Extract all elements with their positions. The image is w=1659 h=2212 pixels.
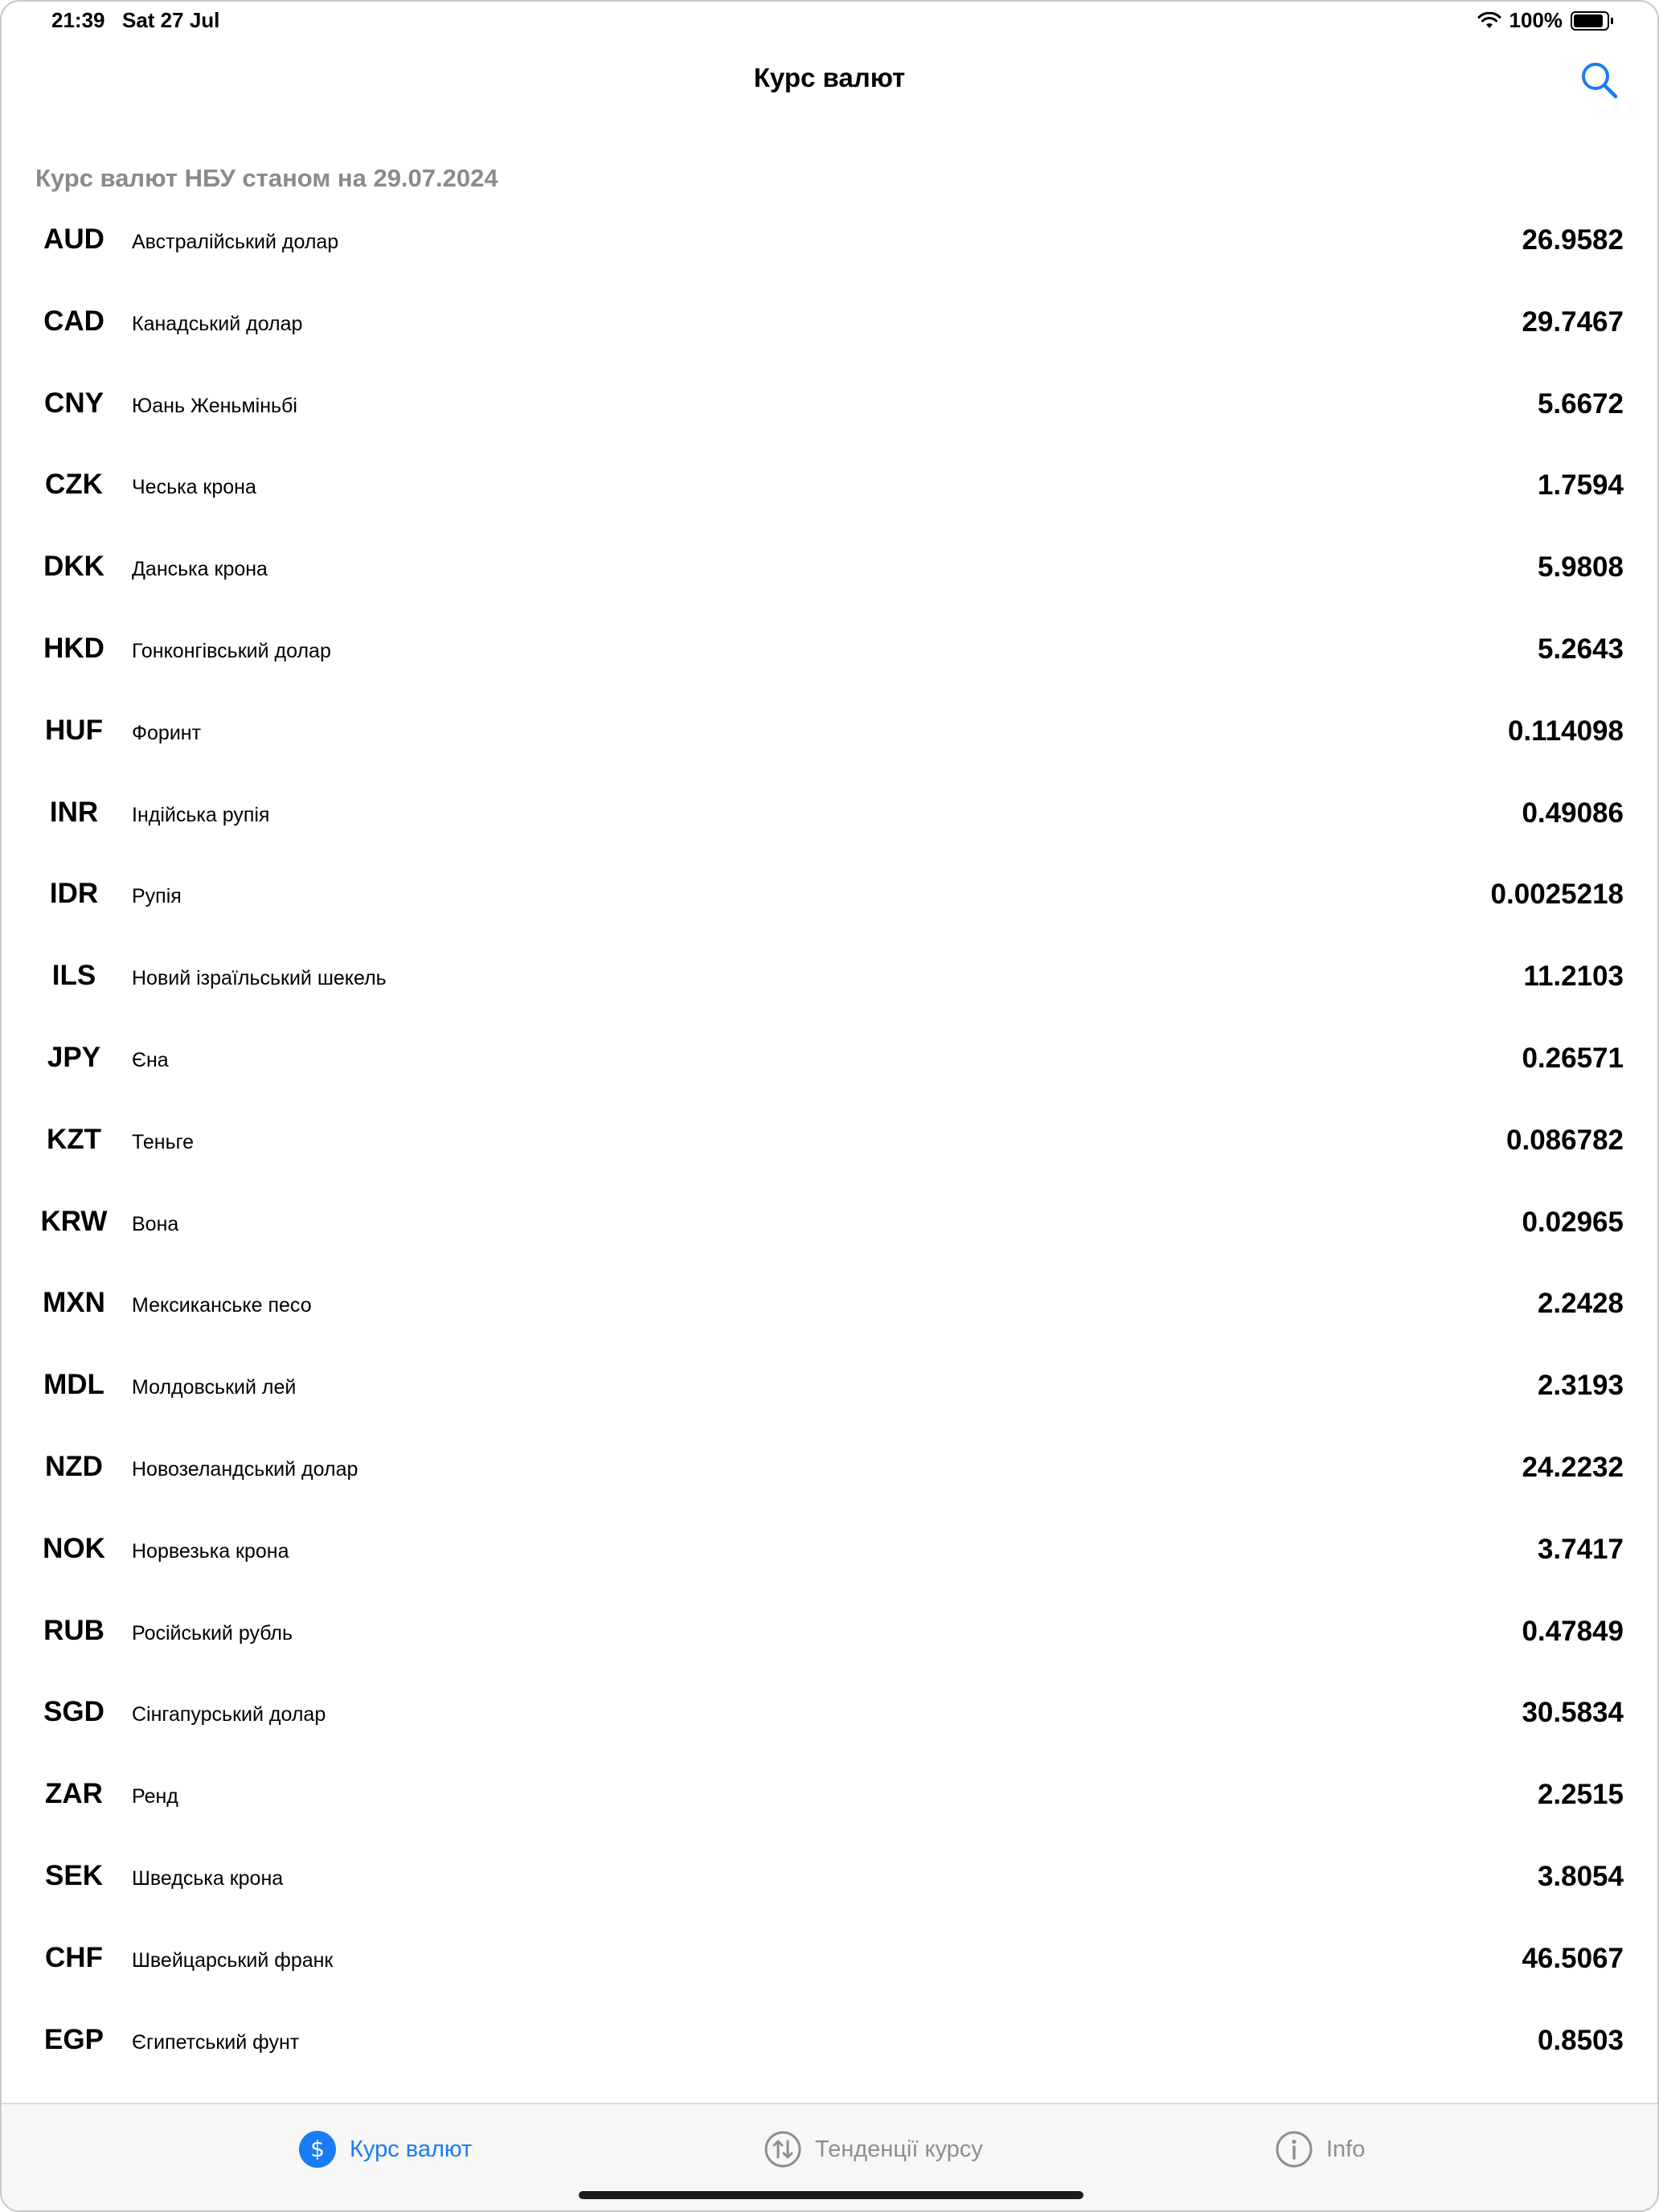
currency-name: Канадський долар	[132, 312, 303, 335]
currency-rate: 5.9808	[1537, 551, 1624, 584]
currency-name: Норвезька крона	[132, 1539, 289, 1563]
status-indicators	[1477, 8, 1610, 33]
currency-rate: 0.8503	[1537, 2024, 1624, 2056]
currency-code: KZT	[46, 1123, 102, 1155]
currency-code: EGP	[44, 2023, 104, 2055]
arrows-up-down-circle-icon	[764, 2130, 802, 2169]
currency-name: Австралійський долар	[132, 231, 339, 253]
currency-row[interactable]	[2, 1185, 1657, 1267]
section-header: Курс валют НБУ станом на 29.07.2024	[35, 164, 498, 192]
currency-row[interactable]	[2, 367, 1657, 449]
dollar-circle-icon	[298, 2130, 337, 2169]
currency-rate: 5.2643	[1537, 633, 1624, 665]
currency-row[interactable]	[2, 612, 1657, 694]
currency-code: KRW	[40, 1205, 108, 1237]
currency-name: Шведська крона	[132, 1866, 284, 1890]
currency-name: Юань Женьміньбі	[132, 394, 297, 417]
currency-row[interactable]	[2, 1921, 1657, 2003]
currency-row[interactable]	[2, 1594, 1657, 1676]
currency-rate: 0.47849	[1522, 1615, 1624, 1647]
currency-row[interactable]	[2, 857, 1657, 939]
currency-name: Вона	[132, 1212, 179, 1235]
currency-code: NZD	[45, 1450, 103, 1482]
currency-row[interactable]	[2, 694, 1657, 776]
currency-name: Ренд	[132, 1785, 178, 1809]
currency-row[interactable]	[2, 1103, 1657, 1185]
currency-row[interactable]	[2, 1266, 1657, 1348]
tab-rate-trends[interactable]	[764, 2130, 983, 2169]
currency-row[interactable]	[2, 1021, 1657, 1103]
search-button[interactable]	[1579, 59, 1620, 101]
battery-level	[1574, 14, 1603, 27]
currency-name: Швейцарський франк	[132, 1948, 334, 1972]
status-time: 21:39	[51, 8, 105, 32]
currency-rate: 1.7594	[1537, 469, 1624, 502]
currency-rate: 2.2428	[1537, 1288, 1624, 1320]
currency-code: MDL	[43, 1369, 104, 1401]
currency-code: CNY	[44, 387, 104, 419]
currency-row[interactable]	[2, 776, 1657, 858]
currency-rate: 3.7417	[1537, 1533, 1624, 1565]
currency-code: INR	[49, 796, 99, 828]
currency-code: CHF	[45, 1941, 103, 1973]
currency-rate: 0.114098	[1507, 715, 1624, 747]
currency-row[interactable]	[2, 1839, 1657, 1921]
currency-list	[2, 203, 1657, 2084]
currency-code: ZAR	[45, 1778, 103, 1810]
currency-name: Рупія	[132, 885, 182, 908]
currency-code: ILS	[51, 960, 96, 992]
currency-rate: 2.3193	[1537, 1370, 1624, 1402]
currency-name: Єгипетський фунт	[132, 2030, 300, 2054]
page-title: Курс валют	[753, 63, 906, 92]
currency-code: SEK	[45, 1859, 103, 1891]
home-indicator	[579, 2191, 1083, 2199]
tab-bar	[2, 2103, 1657, 2210]
currency-rate: 0.02965	[1522, 1206, 1624, 1238]
currency-rate: 0.26571	[1522, 1042, 1624, 1074]
currency-rate: 0.0025218	[1490, 879, 1624, 911]
currency-row[interactable]	[2, 1757, 1657, 1839]
currency-rate: 29.7467	[1522, 305, 1624, 338]
currency-row[interactable]	[2, 530, 1657, 612]
currency-code: NOK	[43, 1532, 105, 1564]
currency-name: Данська крона	[132, 558, 268, 581]
currency-code: HUF	[45, 714, 103, 746]
currency-rate: 2.2515	[1537, 1779, 1624, 1811]
currency-name: Російський рубль	[132, 1621, 293, 1645]
currency-name: Єна	[132, 1048, 169, 1071]
currency-code: CAD	[43, 305, 104, 337]
currency-name: Індійська рупія	[132, 803, 270, 826]
currency-code: MXN	[43, 1287, 105, 1319]
currency-rate: 30.5834	[1522, 1697, 1624, 1729]
currency-rate: 24.2232	[1522, 1451, 1624, 1483]
currency-row[interactable]	[2, 939, 1657, 1021]
currency-code: JPY	[47, 1041, 101, 1073]
svg-text:$: $	[310, 2136, 325, 2162]
currency-name: Форинт	[132, 721, 202, 744]
currency-rate: 0.49086	[1522, 797, 1624, 829]
currency-name: Мексиканське песо	[132, 1294, 312, 1317]
wifi-icon	[1477, 12, 1501, 30]
battery-percent: 100%	[1509, 8, 1563, 32]
currency-row[interactable]	[2, 285, 1657, 367]
currency-code: CZK	[45, 469, 103, 501]
tab-label: Курс валют	[350, 2136, 473, 2162]
currency-row[interactable]	[2, 2003, 1657, 2085]
tab-exchange-rates[interactable]	[298, 2130, 472, 2169]
currency-rate: 11.2103	[1523, 961, 1624, 993]
currency-row[interactable]	[2, 203, 1657, 285]
currency-name: Теньге	[132, 1130, 195, 1153]
currency-row[interactable]	[2, 448, 1657, 530]
currency-code: IDR	[49, 878, 99, 910]
tab-info[interactable]	[1275, 2130, 1365, 2169]
currency-row[interactable]	[2, 1430, 1657, 1512]
currency-rate: 5.6672	[1537, 387, 1624, 420]
currency-rate: 46.5067	[1522, 1942, 1624, 1974]
currency-name: Сінгапурський долар	[132, 1703, 326, 1727]
currency-name: Гонконгівський долар	[132, 639, 331, 662]
currency-code: AUD	[43, 223, 104, 255]
currency-code: DKK	[43, 551, 104, 583]
currency-name: Новий ізраїльський шекель	[132, 967, 387, 990]
currency-rate: 26.9582	[1522, 224, 1624, 256]
info-circle-icon	[1275, 2130, 1313, 2169]
currency-rate: 3.8054	[1537, 1860, 1624, 1892]
tab-label: Тенденції курсу	[815, 2136, 983, 2162]
currency-code: RUB	[43, 1614, 104, 1646]
tab-label: Info	[1326, 2136, 1366, 2162]
currency-name: Молдовський лей	[132, 1376, 297, 1399]
currency-rate: 0.086782	[1506, 1124, 1624, 1156]
search-icon	[1579, 59, 1620, 101]
currency-name: Новозеландський долар	[132, 1457, 358, 1481]
status-date: Sat 27 Jul	[122, 8, 220, 32]
currency-code: HKD	[43, 632, 104, 664]
currency-name: Чеська крона	[132, 476, 256, 499]
status-bar	[2, 2, 1657, 42]
battery-icon	[1571, 11, 1609, 31]
currency-row[interactable]	[2, 1512, 1657, 1594]
currency-row[interactable]	[2, 1348, 1657, 1430]
currency-code: SGD	[43, 1696, 104, 1728]
currency-row[interactable]	[2, 1675, 1657, 1757]
